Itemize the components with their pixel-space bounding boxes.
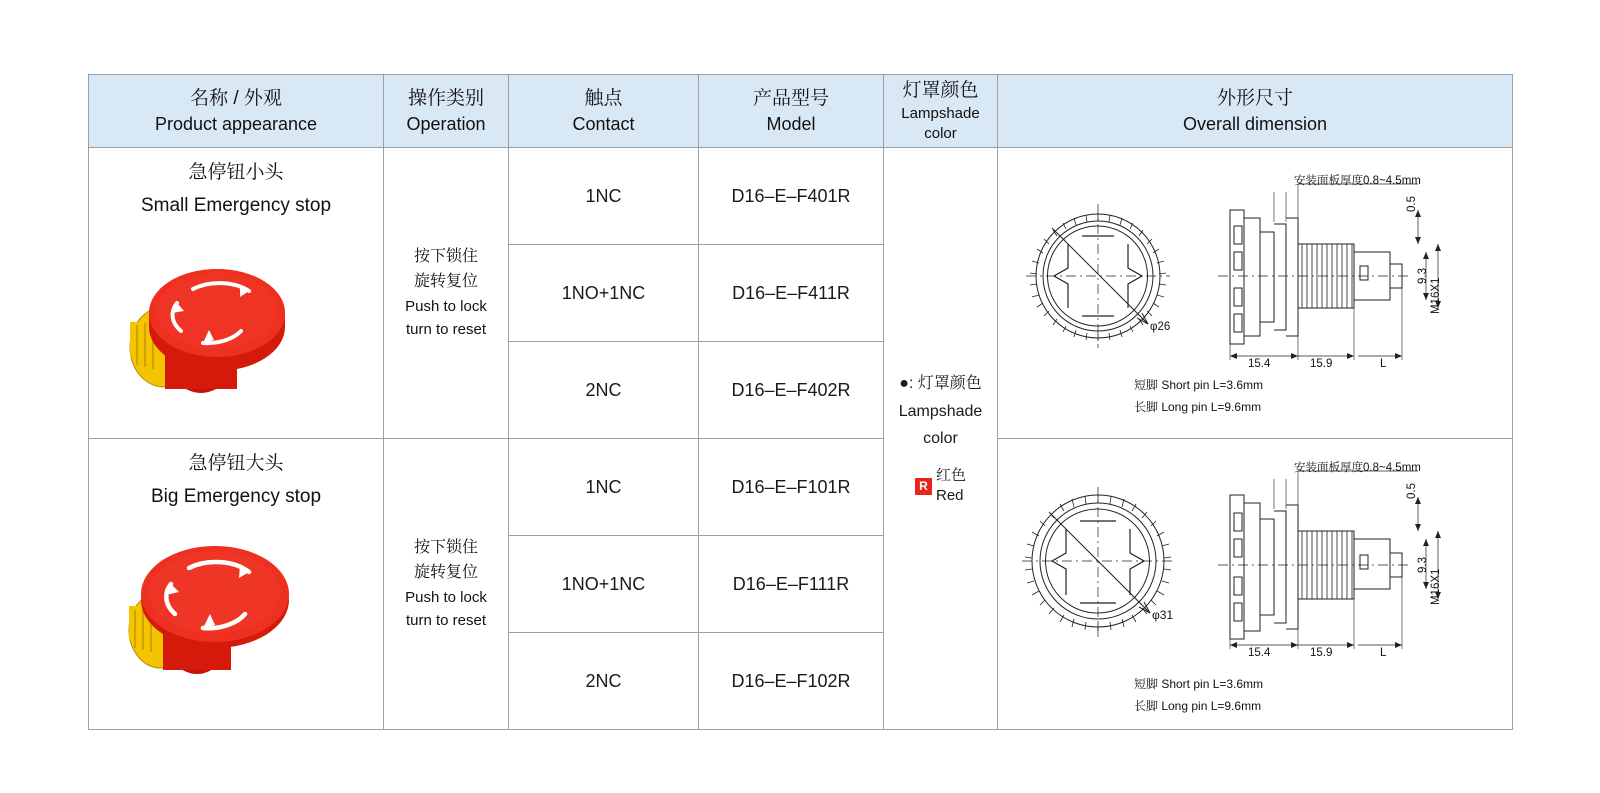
operation-cell-small	[384, 148, 509, 439]
operation-en-line1: Push to lock	[405, 588, 487, 606]
operation-cn-line2: 旋转复位	[413, 563, 478, 581]
contact-value: 1NC	[509, 439, 699, 536]
dimension-drawing-small	[998, 148, 1513, 438]
product-cell-big	[89, 439, 384, 730]
header-contact	[509, 75, 699, 148]
dim-15-4: 15.4	[1248, 358, 1271, 370]
model-value: D16–E–F111R	[699, 536, 884, 633]
dimension-drawing-big	[998, 439, 1513, 729]
header-model-en: Model	[766, 113, 816, 134]
header-operation	[384, 75, 509, 148]
lampshade-red-entry	[884, 466, 997, 507]
dim-0-5: 0.5	[1406, 196, 1418, 212]
table-header-row	[89, 75, 1513, 148]
panel-thickness-note: 安装面板厚度0.8~4.5mm	[1294, 175, 1421, 187]
specification-table	[88, 74, 1513, 730]
header-contact-cn: 触点	[584, 88, 623, 110]
header-model	[699, 75, 884, 148]
dimension-cell-small	[998, 148, 1513, 439]
header-lampshade-en: Lampshade color	[901, 104, 980, 142]
dim-L: L	[1380, 358, 1387, 370]
pin-long-note: 长脚 Long pin L=9.6mm	[1134, 400, 1262, 414]
header-lampshade-color	[884, 75, 998, 148]
lampshade-bullet-line: ●: 灯罩颜色	[899, 375, 982, 393]
header-contact-en: Contact	[572, 113, 635, 134]
emergency-stop-big-image	[89, 518, 319, 718]
lampshade-color-cell	[884, 148, 998, 730]
operation-cn-line1: 按下锁住	[413, 247, 478, 265]
contact-value: 1NO+1NC	[509, 245, 699, 342]
red-color-badge: R	[915, 478, 932, 495]
product-name-cn: 急停钮大头	[188, 452, 284, 474]
header-operation-cn: 操作类别	[407, 88, 484, 110]
dim-15-4: 15.4	[1248, 647, 1271, 659]
header-operation-en: Operation	[406, 113, 486, 134]
header-model-cn: 产品型号	[752, 88, 829, 110]
header-lampshade-cn: 灯罩颜色	[902, 79, 979, 101]
svg-text:φ31: φ31	[1152, 608, 1174, 622]
contact-value: 1NC	[509, 148, 699, 245]
dim-9-3: 9.3	[1417, 557, 1429, 573]
contact-value: 2NC	[509, 633, 699, 730]
header-overall-dimension	[998, 75, 1513, 148]
contact-value: 2NC	[509, 342, 699, 439]
operation-en-line1: Push to lock	[405, 297, 487, 315]
lampshade-en-line2: color	[923, 429, 958, 447]
pin-short-note: 短脚 Short pin L=3.6mm	[1134, 378, 1264, 392]
operation-cell-big	[384, 439, 509, 730]
dim-thread: M16X1	[1430, 568, 1442, 605]
header-product-appearance-cn: 名称 / 外观	[190, 88, 282, 110]
operation-en-line2: turn to reset	[405, 320, 487, 338]
model-value: D16–E–F101R	[699, 439, 884, 536]
header-product-appearance	[89, 75, 384, 148]
operation-cn-line1: 按下锁住	[413, 538, 478, 556]
dim-L: L	[1380, 647, 1387, 659]
red-color-en: Red	[935, 487, 964, 505]
dim-15-9: 15.9	[1310, 358, 1333, 370]
operation-cn-line2: 旋转复位	[413, 272, 478, 290]
model-value: D16–E–F401R	[699, 148, 884, 245]
emergency-stop-small-image	[89, 227, 319, 427]
red-color-labels	[936, 466, 966, 507]
product-cell-small	[89, 148, 384, 439]
pin-long-note: 长脚 Long pin L=9.6mm	[1134, 699, 1262, 713]
panel-thickness-note: 安装面板厚度0.8~4.5mm	[1294, 462, 1421, 474]
header-dimension-en: Overall dimension	[1182, 113, 1328, 134]
model-value: D16–E–F102R	[699, 633, 884, 730]
table-row	[89, 439, 1513, 536]
operation-en-line2: turn to reset	[405, 611, 487, 629]
red-color-cn: 红色	[935, 467, 966, 485]
table-row	[89, 148, 1513, 245]
dim-15-9: 15.9	[1310, 647, 1333, 659]
product-name-en: Big Emergency stop	[150, 486, 322, 508]
model-value: D16–E–F402R	[699, 342, 884, 439]
dimension-cell-big	[998, 439, 1513, 730]
pin-short-note: 短脚 Short pin L=3.6mm	[1134, 677, 1264, 691]
lampshade-en-line1: Lampshade	[898, 402, 983, 420]
dim-9-3: 9.3	[1417, 268, 1429, 284]
contact-value: 1NO+1NC	[509, 536, 699, 633]
model-value: D16–E–F411R	[699, 245, 884, 342]
dim-0-5: 0.5	[1406, 483, 1418, 499]
dim-thread: M16X1	[1430, 277, 1442, 314]
header-product-appearance-en: Product appearance	[154, 113, 318, 134]
product-name-cn: 急停钮小头	[188, 161, 284, 183]
svg-text:φ26: φ26	[1150, 321, 1171, 333]
header-dimension-cn: 外形尺寸	[1216, 88, 1293, 110]
product-name-en: Small Emergency stop	[140, 195, 332, 217]
